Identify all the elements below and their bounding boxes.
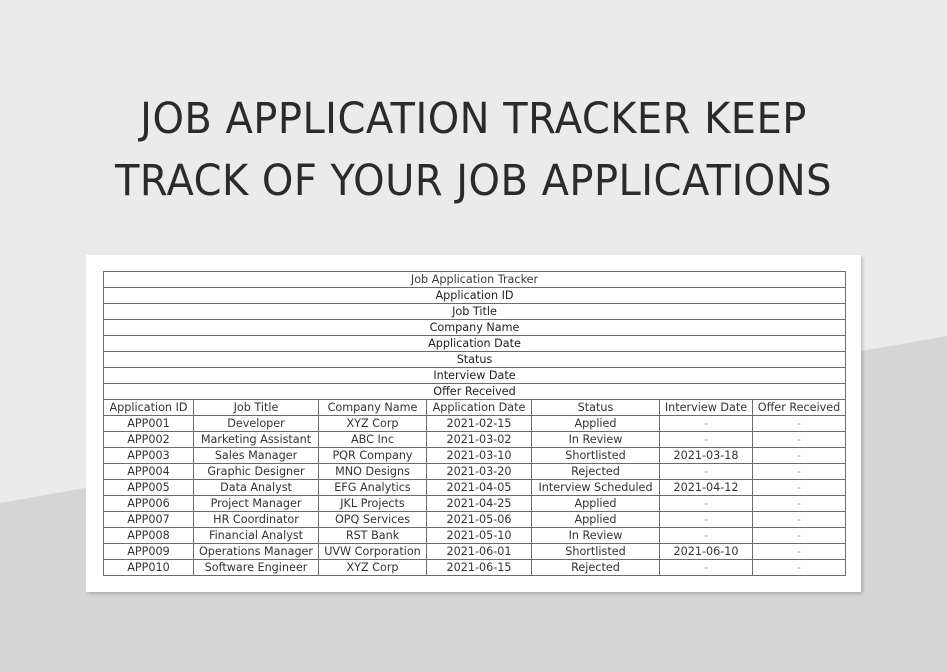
column-header-application-date[interactable]: Application Date	[427, 400, 532, 416]
cell-application-id[interactable]: APP010	[104, 560, 194, 576]
cell-interview-date[interactable]: 2021-03-18	[660, 448, 753, 464]
cell-application-id[interactable]: APP001	[104, 416, 194, 432]
column-header-company-name[interactable]: Company Name	[319, 400, 427, 416]
cell-offer-received[interactable]: -	[753, 464, 846, 480]
cell-application-date[interactable]: 2021-05-06	[427, 512, 532, 528]
cell-job-title[interactable]: HR Coordinator	[194, 512, 319, 528]
cell-offer-received[interactable]: -	[753, 448, 846, 464]
cell-application-id[interactable]: APP003	[104, 448, 194, 464]
cell-application-date[interactable]: 2021-06-01	[427, 544, 532, 560]
field-banner-company-name[interactable]: Company Name	[104, 320, 846, 336]
cell-company-name[interactable]: OPQ Services	[319, 512, 427, 528]
cell-status[interactable]: Shortlisted	[532, 544, 660, 560]
cell-status[interactable]: In Review	[532, 528, 660, 544]
table-row	[104, 448, 846, 464]
cell-company-name[interactable]: ABC Inc	[319, 432, 427, 448]
cell-offer-received[interactable]: -	[753, 544, 846, 560]
table-row	[104, 432, 846, 448]
cell-interview-date[interactable]: -	[660, 432, 753, 448]
table-row	[104, 512, 846, 528]
table-row	[104, 496, 846, 512]
cell-job-title[interactable]: Operations Manager	[194, 544, 319, 560]
cell-application-date[interactable]: 2021-03-02	[427, 432, 532, 448]
field-banner-row	[104, 368, 846, 384]
cell-company-name[interactable]: XYZ Corp	[319, 416, 427, 432]
cell-interview-date[interactable]: -	[660, 528, 753, 544]
cell-application-date[interactable]: 2021-04-05	[427, 480, 532, 496]
field-banner-row	[104, 320, 846, 336]
field-banner-application-date[interactable]: Application Date	[104, 336, 846, 352]
field-banner-offer-received[interactable]: Offer Received	[104, 384, 846, 400]
cell-interview-date[interactable]: 2021-04-12	[660, 480, 753, 496]
cell-job-title[interactable]: Developer	[194, 416, 319, 432]
cell-offer-received[interactable]: -	[753, 496, 846, 512]
column-header-application-id[interactable]: Application ID	[104, 400, 194, 416]
cell-application-date[interactable]: 2021-03-10	[427, 448, 532, 464]
page-title-line-2: TRACK OF YOUR JOB APPLICATIONS	[114, 156, 832, 206]
cell-application-id[interactable]: APP008	[104, 528, 194, 544]
cell-application-id[interactable]: APP004	[104, 464, 194, 480]
cell-interview-date[interactable]: -	[660, 496, 753, 512]
cell-status[interactable]: Interview Scheduled	[532, 480, 660, 496]
cell-offer-received[interactable]: -	[753, 480, 846, 496]
spreadsheet-preview-card	[86, 255, 861, 592]
cell-offer-received[interactable]: -	[753, 432, 846, 448]
cell-interview-date[interactable]: -	[660, 512, 753, 528]
cell-status[interactable]: Applied	[532, 512, 660, 528]
cell-company-name[interactable]: PQR Company	[319, 448, 427, 464]
cell-offer-received[interactable]: -	[753, 560, 846, 576]
field-banner-status[interactable]: Status	[104, 352, 846, 368]
sheet-title-row	[104, 272, 846, 288]
cell-interview-date[interactable]: -	[660, 416, 753, 432]
cell-status[interactable]: Applied	[532, 416, 660, 432]
table-row	[104, 528, 846, 544]
cell-interview-date[interactable]: -	[660, 560, 753, 576]
cell-offer-received[interactable]: -	[753, 512, 846, 528]
column-header-offer-received[interactable]: Offer Received	[753, 400, 846, 416]
cell-application-id[interactable]: APP005	[104, 480, 194, 496]
table-row	[104, 560, 846, 576]
cell-application-date[interactable]: 2021-04-25	[427, 496, 532, 512]
column-header-job-title[interactable]: Job Title	[194, 400, 319, 416]
cell-job-title[interactable]: Project Manager	[194, 496, 319, 512]
cell-job-title[interactable]: Data Analyst	[194, 480, 319, 496]
cell-job-title[interactable]: Marketing Assistant	[194, 432, 319, 448]
cell-interview-date[interactable]: 2021-06-10	[660, 544, 753, 560]
cell-job-title[interactable]: Software Engineer	[194, 560, 319, 576]
field-banner-job-title[interactable]: Job Title	[104, 304, 846, 320]
cell-status[interactable]: Rejected	[532, 464, 660, 480]
cell-application-date[interactable]: 2021-03-20	[427, 464, 532, 480]
cell-application-id[interactable]: APP009	[104, 544, 194, 560]
cell-status[interactable]: Shortlisted	[532, 448, 660, 464]
cell-job-title[interactable]: Sales Manager	[194, 448, 319, 464]
table-row	[104, 544, 846, 560]
cell-company-name[interactable]: JKL Projects	[319, 496, 427, 512]
column-header-interview-date[interactable]: Interview Date	[660, 400, 753, 416]
cell-application-id[interactable]: APP007	[104, 512, 194, 528]
page-title-line-1: JOB APPLICATION TRACKER KEEP	[140, 94, 807, 144]
table-row	[104, 480, 846, 496]
field-banner-row	[104, 336, 846, 352]
cell-interview-date[interactable]: -	[660, 464, 753, 480]
cell-application-date[interactable]: 2021-02-15	[427, 416, 532, 432]
cell-company-name[interactable]: MNO Designs	[319, 464, 427, 480]
page-title	[33, 88, 914, 212]
cell-status[interactable]: Applied	[532, 496, 660, 512]
table-row	[104, 416, 846, 432]
cell-offer-received[interactable]: -	[753, 416, 846, 432]
field-banner-row	[104, 352, 846, 368]
field-banner-row	[104, 304, 846, 320]
column-header-status[interactable]: Status	[532, 400, 660, 416]
cell-company-name[interactable]: XYZ Corp	[319, 560, 427, 576]
cell-application-id[interactable]: APP002	[104, 432, 194, 448]
field-banner-interview-date[interactable]: Interview Date	[104, 368, 846, 384]
cell-company-name[interactable]: UVW Corporation	[319, 544, 427, 560]
cell-status[interactable]: In Review	[532, 432, 660, 448]
field-banner-row	[104, 384, 846, 400]
cell-company-name[interactable]: RST Bank	[319, 528, 427, 544]
table-row	[104, 464, 846, 480]
field-banner-row	[104, 288, 846, 304]
sheet-title[interactable]: Job Application Tracker	[104, 272, 846, 288]
cell-job-title[interactable]: Financial Analyst	[194, 528, 319, 544]
column-header-row	[104, 400, 846, 416]
cell-application-date[interactable]: 2021-06-15	[427, 560, 532, 576]
cell-application-id[interactable]: APP006	[104, 496, 194, 512]
cell-application-date[interactable]: 2021-05-10	[427, 528, 532, 544]
cell-status[interactable]: Rejected	[532, 560, 660, 576]
cell-job-title[interactable]: Graphic Designer	[194, 464, 319, 480]
field-banner-application-id[interactable]: Application ID	[104, 288, 846, 304]
job-application-table	[103, 271, 846, 576]
cell-company-name[interactable]: EFG Analytics	[319, 480, 427, 496]
cell-offer-received[interactable]: -	[753, 528, 846, 544]
